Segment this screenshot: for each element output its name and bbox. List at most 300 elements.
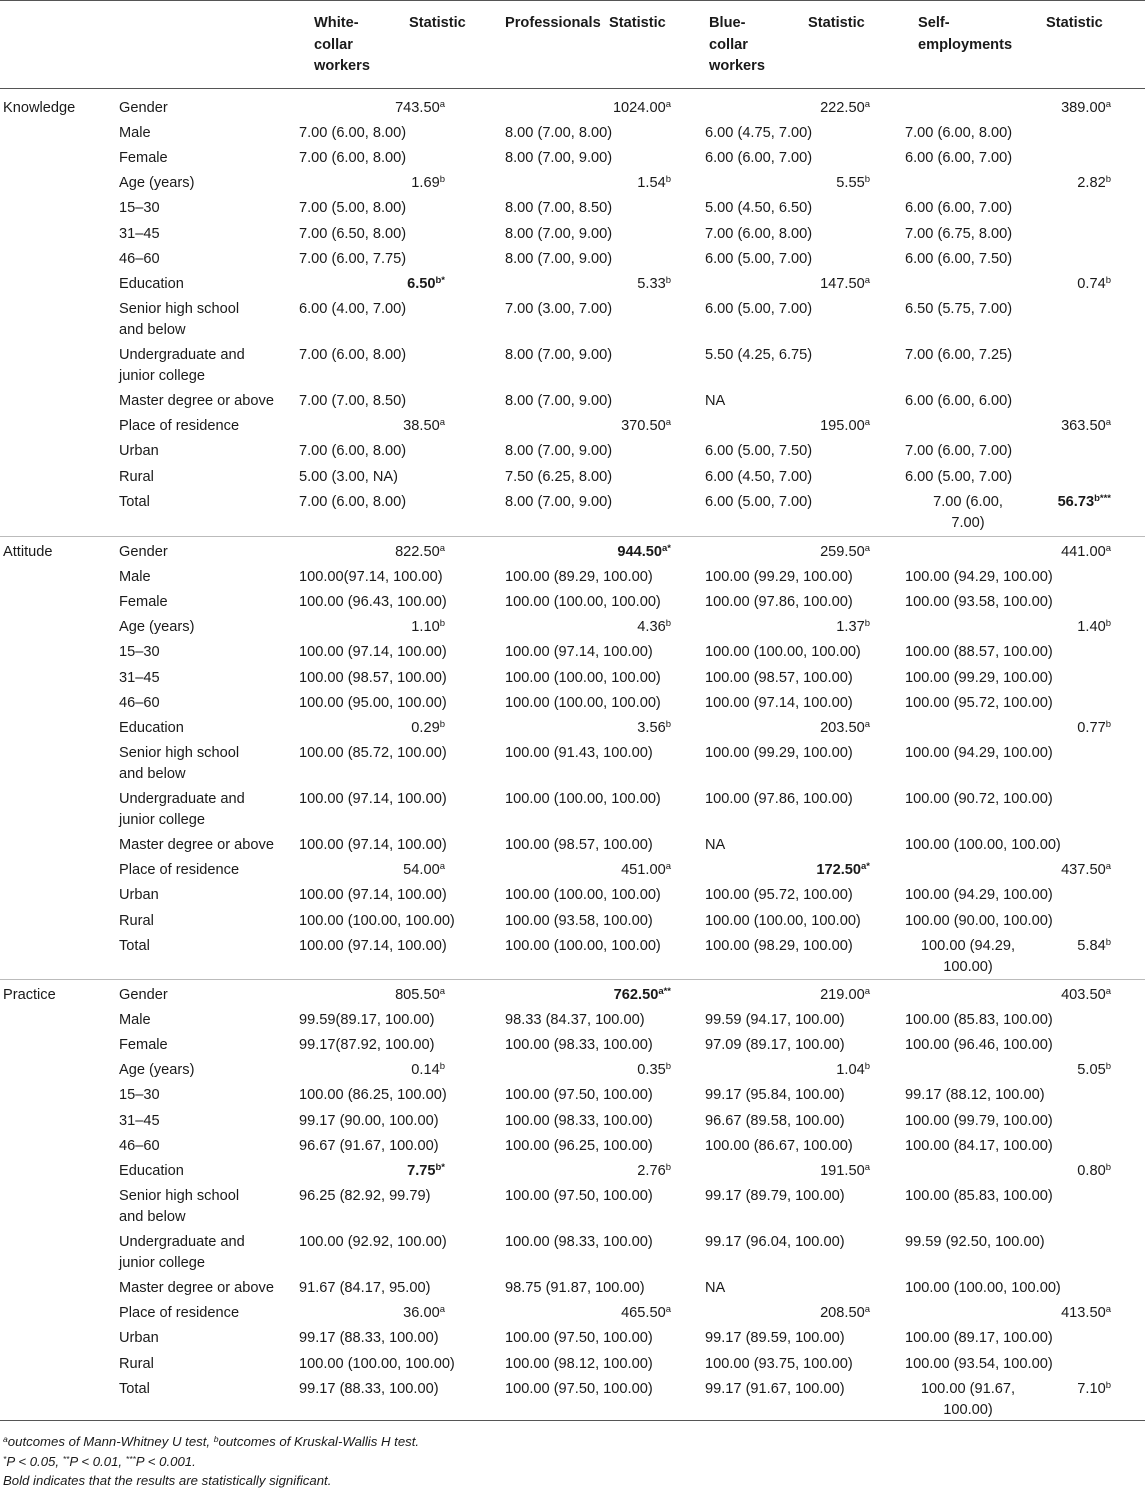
value-cell: 100.00 (86.67, 100.00) [705,1137,853,1154]
statistic-cell [531,1303,671,1324]
value-cell: 96.67 (91.67, 100.00) [299,1137,439,1154]
statistic-value: 6.50 [407,275,436,292]
statistic-value: 147.50 [820,275,865,292]
statistic-value: 222.50 [820,100,865,116]
section-divider [0,979,1145,980]
value-cell: 100.00 (100.00, 100.00) [505,791,661,807]
value-cell: 7.00 (6.00, 8.00) [299,150,407,167]
statistic-value: 5.84 [1077,937,1106,954]
value-cell: 100.00 (100.00, 100.00) [905,1280,1061,1297]
value-cell: 100.00 (100.00, 100.00) [505,669,661,686]
footnote-bold-note: Bold indicates that the results are statistically significant. [3,1473,332,1488]
statistic-cell [305,1161,445,1182]
value-cell: 6.00 (4.75, 7.00) [705,125,813,142]
statistic-value: 5.55 [836,175,865,192]
statistic-value: 805.50 [395,987,440,1003]
value-cell: NA [705,1280,726,1297]
row-label: 31–45 [119,1112,160,1129]
row-label: Master degree or above [119,837,274,854]
statistic-superscript: a [864,718,870,730]
statistic-superscript: b [1105,1061,1111,1073]
value-cell: 8.00 (7.00, 8.00) [505,125,613,142]
row-label: Age (years) [119,1062,195,1079]
value-cell: 100.00 (96.46, 100.00) [905,1037,1053,1054]
value-cell: 100.00 (97.50, 100.00) [505,1380,653,1397]
statistic-superscript: a [1105,543,1111,554]
statistic-value: 195.00 [820,418,865,435]
value-cell: 100.00 (100.00, 100.00) [299,912,455,929]
value-cell: 100.00 (97.14, 100.00) [505,644,653,661]
value-cell: 100.00 (100.00, 100.00) [505,887,661,904]
value-cell: 100.00 (100.00, 100.00) [705,912,861,929]
statistic-superscript: a [665,1304,671,1316]
statistic-superscript: b [1105,174,1111,186]
statistic-cell [730,98,870,119]
value-cell: 6.00 (5.00, 7.00) [905,468,1013,485]
row-label: Gender [119,987,168,1003]
value-cell: 100.00 (99.79, 100.00) [905,1112,1053,1129]
statistic-value: 363.50 [1061,418,1106,435]
statistic-value: 0.77 [1077,719,1106,736]
statistic-cell [531,98,671,119]
statistic-value: 7.75 [407,1162,436,1179]
value-cell: 100.00 (88.57, 100.00) [905,644,1053,661]
header-blue-collar: Blue- collar workers [709,15,765,74]
statistic-value: 172.50 [816,862,862,879]
statistic-value: 36.00 [403,1305,440,1322]
statistic-superscript: a [665,861,671,873]
value-cell: 98.33 (84.37, 100.00) [505,1012,645,1029]
statistic-superscript: a [439,986,445,997]
value-cell: 100.00 (93.58, 100.00) [905,594,1053,611]
value-cell: 100.00 (99.29, 100.00) [705,569,853,586]
row-label: Rural [119,468,154,485]
row-label: 15–30 [119,644,160,661]
value-cell: 100.00 (99.29, 100.00) [905,669,1053,686]
section-label: Knowledge [3,100,76,116]
header-statistic-2: Statistic [609,15,666,31]
value-cell: 6.00 (6.00, 7.50) [905,250,1013,267]
value-cell: 99.17 (90.00, 100.00) [299,1112,439,1129]
header-statistic-4: Statistic [1046,15,1103,31]
statistic-cell [730,718,870,739]
statistic-superscript: a [864,1161,870,1173]
row-label: Undergraduate and junior college [119,347,245,384]
row-label: Total [119,493,150,510]
row-label: Gender [119,100,168,116]
row-label: Male [119,569,151,586]
statistic-cell [305,98,445,119]
row-label: Undergraduate and junior college [119,1234,245,1271]
statistic-value: 413.50 [1061,1305,1106,1322]
value-cell: 7.00 (6.00, 8.00) [299,125,407,142]
value-cell: 100.00 (97.50, 100.00) [505,1087,653,1104]
value-cell: 100.00 (89.29, 100.00) [505,569,653,586]
header-self-employments: Self- employments [918,15,1013,53]
statistic-value: 0.14 [411,1062,440,1079]
row-label: Senior high school and below [119,300,240,338]
statistic-value: 370.50 [621,418,666,435]
footnote-significance: *P < 0.05, **P < 0.01, ***P < 0.001. [3,1454,196,1469]
value-cell: 99.59 (94.17, 100.00) [705,1012,845,1029]
statistic-value: 1.10 [411,619,440,636]
table-top-rule [0,0,1145,1]
value-cell: 100.00 (98.12, 100.00) [505,1355,653,1372]
statistic-value: 944.50 [617,544,663,560]
value-cell: 100.00 (93.54, 100.00) [905,1355,1053,1372]
value-cell: 96.67 (89.58, 100.00) [705,1112,845,1129]
value-cell: 6.00 (6.00, 6.00) [905,393,1013,410]
statistic-cell [971,1303,1111,1324]
statistic-superscript: a [1105,861,1111,873]
statistic-superscript: b [439,174,445,186]
statistic-cell [531,542,671,563]
value-cell: NA [705,837,726,854]
statistic-value: 437.50 [1061,862,1106,879]
value-cell: 7.00 (7.00, 8.50) [299,393,407,410]
statistic-value: 259.50 [820,544,865,560]
statistic-cell [730,173,870,194]
value-cell: 7.00 (6.00, 7.75) [299,250,407,267]
statistic-cell [531,617,671,638]
statistic-value: 2.82 [1077,175,1106,192]
value-cell: 100.00 (97.14, 100.00) [705,694,853,711]
statistic-cell [971,274,1111,295]
value-cell: 6.00 (5.00, 7.00) [705,493,813,510]
statistic-value: 56.73 [1057,493,1095,510]
section-label: Attitude [3,544,53,560]
statistic-superscript: b [864,618,870,630]
row-label: Senior high school and below [119,744,240,782]
statistic-superscript: a** [658,986,671,997]
statistic-cell [305,1303,445,1324]
statistic-cell [531,416,671,437]
statistic-cell [531,173,671,194]
value-cell: 100.00 (91.43, 100.00) [505,744,653,761]
statistic-superscript: b [665,618,671,630]
statistic-value: 5.33 [637,275,666,292]
statistic-cell [971,1060,1111,1081]
row-label: Place of residence [119,418,240,435]
statistic-superscript: a [864,1304,870,1316]
row-label: Age (years) [119,175,195,192]
value-cell: 8.00 (7.00, 9.00) [505,225,613,242]
value-cell: 99.17(87.92, 100.00) [299,1037,435,1054]
statistic-superscript: a [665,99,671,110]
value-cell: 100.00 (100.00, 100.00) [505,937,661,954]
row-label: 31–45 [119,225,160,242]
value-cell: 100.00 (89.17, 100.00) [905,1330,1053,1347]
statistic-superscript: b [1105,274,1111,286]
statistic-superscript: a [439,861,445,873]
statistic-superscript: b*** [1094,492,1111,504]
value-cell: 7.00 (3.00, 7.00) [505,300,613,317]
value-cell: 100.00 (97.14, 100.00) [299,937,447,954]
value-cell: 100.00 (85.83, 100.00) [905,1187,1053,1204]
value-cell: 8.00 (7.00, 9.00) [505,347,613,363]
statistic-value: 7.10 [1077,1380,1106,1397]
value-cell: 100.00 (85.83, 100.00) [905,1012,1053,1029]
value-cell: 100.00 (91.67, 100.00) [920,1380,1016,1418]
statistic-value: 219.00 [820,987,865,1003]
value-cell: 100.00 (85.72, 100.00) [299,744,447,761]
row-label: Education [119,275,184,292]
statistic-cell [305,985,445,1006]
value-cell: 100.00 (98.33, 100.00) [505,1112,653,1129]
value-cell: 8.00 (7.00, 9.00) [505,493,613,510]
value-cell: 100.00 (96.43, 100.00) [299,594,447,611]
statistic-cell [971,617,1111,638]
statistic-cell [971,98,1111,119]
value-cell: 6.00 (5.00, 7.50) [705,443,813,460]
value-cell: 99.17 (95.84, 100.00) [705,1087,845,1104]
value-cell: 100.00 (86.25, 100.00) [299,1087,447,1104]
value-cell: 100.00 (100.00, 100.00) [905,837,1061,854]
total-statistic-cell [971,492,1111,513]
statistic-superscript: a [864,986,870,997]
value-cell: 6.00 (6.00, 7.00) [905,200,1013,217]
footnote-tests: $^a$outcomes of Mann-Whitney U test, $^b$outcomes of Kruskal-Wallis H test. [3,1434,420,1449]
value-cell: 7.00 (6.00, 8.00) [905,125,1013,142]
header-statistic-3: Statistic [808,15,865,31]
statistic-superscript: b [864,1061,870,1073]
statistic-superscript: b [439,718,445,730]
value-cell: 100.00 (94.29, 100.00) [905,887,1053,904]
row-label: Master degree or above [119,393,274,410]
statistic-superscript: b [864,174,870,186]
statistic-value: 208.50 [820,1305,865,1322]
statistic-superscript: a [1105,1304,1111,1316]
value-cell: 100.00 (90.00, 100.00) [905,912,1053,929]
row-label: Place of residence [119,1305,240,1322]
statistic-value: 1.04 [836,1062,865,1079]
row-label: Female [119,594,168,611]
value-cell: 100.00 (93.75, 100.00) [705,1355,853,1372]
header-statistic-1: Statistic [409,15,466,31]
value-cell: 99.17 (88.33, 100.00) [299,1380,439,1397]
statistic-superscript: b [665,1061,671,1073]
value-cell: 97.09 (89.17, 100.00) [705,1037,845,1054]
header-professionals: Professionals [505,15,601,31]
value-cell: 100.00 (100.00, 100.00) [299,1355,455,1372]
statistic-value: 1.40 [1077,619,1106,636]
value-cell: 6.00 (6.00, 7.00) [705,150,813,167]
statistic-superscript: b [1105,718,1111,730]
total-statistic-cell [971,936,1111,957]
value-cell: 100.00 (94.29, 100.00) [920,937,1016,975]
value-cell: 98.75 (91.87, 100.00) [505,1280,645,1297]
statistic-superscript: b [1105,1379,1111,1391]
statistic-superscript: b [665,174,671,186]
row-label: Senior high school and below [119,1187,240,1225]
value-cell: 100.00 (94.29, 100.00) [905,569,1053,586]
statistic-value: 3.56 [637,719,666,736]
statistic-cell [971,860,1111,881]
statistic-superscript: a [864,543,870,554]
value-cell: 6.00 (4.50, 7.00) [705,468,813,485]
value-cell: 96.25 (82.92, 99.79) [299,1187,431,1204]
statistic-value: 465.50 [621,1305,666,1322]
value-cell: 6.00 (5.00, 7.00) [705,250,813,267]
value-cell: 5.00 (3.00, NA) [299,468,398,485]
value-cell: 100.00 (100.00, 100.00) [505,594,661,611]
value-cell: 8.00 (7.00, 9.00) [505,250,613,267]
value-cell: 91.67 (84.17, 95.00) [299,1280,431,1297]
row-label: Gender [119,544,168,560]
statistic-cell [531,718,671,739]
statistic-cell [305,274,445,295]
value-cell: 8.00 (7.00, 9.00) [505,443,613,460]
statistic-cell [971,718,1111,739]
value-cell: 100.00 (98.57, 100.00) [705,669,853,686]
statistic-superscript: b [1105,1161,1111,1173]
statistic-value: 54.00 [403,862,440,879]
statistic-cell [531,274,671,295]
row-label: Total [119,1380,150,1397]
value-cell: 7.00 (6.00, 8.00) [299,493,407,510]
row-label: Education [119,1162,184,1179]
statistic-superscript: a [1105,986,1111,997]
statistic-cell [531,1161,671,1182]
statistic-cell [531,985,671,1006]
statistic-superscript: b [665,718,671,730]
statistic-cell [730,542,870,563]
value-cell: 100.00 (98.57, 100.00) [299,669,447,686]
statistic-value: 0.74 [1077,275,1106,292]
value-cell: 99.17 (91.67, 100.00) [705,1380,845,1397]
statistic-cell [730,617,870,638]
row-label: Rural [119,1355,154,1372]
statistic-value: 1.69 [411,175,440,192]
value-cell: 100.00 (99.29, 100.00) [705,744,853,761]
row-label: Male [119,1012,151,1029]
value-cell: 100.00 (95.72, 100.00) [905,694,1053,711]
statistic-superscript: a [1105,417,1111,429]
statistic-superscript: b [1105,618,1111,630]
row-label: Undergraduate and junior college [119,791,245,828]
statistic-value: 0.29 [411,719,440,736]
row-label: Urban [119,443,159,460]
value-cell: 100.00 (97.14, 100.00) [299,837,447,854]
table-bottom-rule [0,1420,1145,1421]
statistic-cell [730,1060,870,1081]
value-cell: 100.00 (97.86, 100.00) [705,594,853,611]
statistic-value: 0.35 [637,1062,666,1079]
value-cell: 7.00 (6.00, 7.25) [905,347,1013,363]
statistic-cell [305,416,445,437]
statistic-value: 822.50 [395,544,440,560]
statistic-value: 38.50 [403,418,440,435]
value-cell: 99.17 (96.04, 100.00) [705,1234,845,1250]
value-cell: 7.00 (6.50, 8.00) [299,225,407,242]
statistic-cell [971,542,1111,563]
value-cell: 6.00 (4.00, 7.00) [299,300,407,317]
statistic-value: 441.00 [1061,544,1106,560]
statistic-cell [971,416,1111,437]
row-label: 46–60 [119,694,160,711]
value-cell: 99.17 (89.59, 100.00) [705,1330,845,1347]
value-cell: 7.50 (6.25, 8.00) [505,468,613,485]
statistic-superscript: a [439,99,445,110]
statistic-cell [730,1161,870,1182]
statistic-superscript: a [439,417,445,429]
statistic-superscript: b* [435,1161,445,1173]
statistic-superscript: a* [861,861,870,873]
statistic-cell [971,1161,1111,1182]
statistic-superscript: b* [435,274,445,286]
statistic-cell [730,860,870,881]
value-cell: 100.00 (95.00, 100.00) [299,694,447,711]
statistic-value: 451.00 [621,862,666,879]
value-cell: 100.00 (98.33, 100.00) [505,1037,653,1054]
value-cell: 7.00 (6.00, 7.00) [905,443,1013,460]
row-label: Place of residence [119,862,240,879]
statistic-superscript: b [665,274,671,286]
statistic-cell [305,617,445,638]
row-label: Age (years) [119,619,195,636]
value-cell: 100.00 (92.92, 100.00) [299,1234,447,1250]
value-cell: 100.00 (93.58, 100.00) [505,912,653,929]
value-cell: 99.17 (89.79, 100.00) [705,1187,845,1204]
statistic-superscript: a [864,99,870,110]
value-cell: 8.00 (7.00, 9.00) [505,150,613,167]
value-cell: 100.00 (97.14, 100.00) [299,887,447,904]
statistic-cell [305,1060,445,1081]
row-label: Urban [119,887,159,904]
statistic-value: 4.36 [637,619,666,636]
value-cell: 100.00 (90.72, 100.00) [905,791,1053,807]
value-cell: 100.00(97.14, 100.00) [299,569,443,586]
value-cell: 100.00 (97.50, 100.00) [505,1187,653,1204]
statistic-superscript: b [1105,936,1111,948]
value-cell: 5.00 (4.50, 6.50) [705,200,813,217]
statistic-value: 743.50 [395,100,440,116]
value-cell: 8.00 (7.00, 9.00) [505,393,613,410]
statistic-superscript: a [864,274,870,286]
statistic-value: 1.37 [836,619,865,636]
row-label: 46–60 [119,250,160,267]
value-cell: 99.59 (92.50, 100.00) [905,1234,1045,1250]
statistic-value: 1.54 [637,175,666,192]
statistic-cell [531,860,671,881]
statistic-cell [730,274,870,295]
value-cell: 100.00 (97.50, 100.00) [505,1330,653,1347]
statistic-superscript: b [439,618,445,630]
value-cell: 7.00 (5.00, 8.00) [299,200,407,217]
value-cell: 100.00 (98.29, 100.00) [705,937,853,954]
section-divider [0,536,1145,537]
statistic-superscript: a [439,1304,445,1316]
value-cell: 6.00 (5.00, 7.00) [705,300,813,317]
row-label: 15–30 [119,200,160,217]
value-cell: 100.00 (100.00, 100.00) [705,644,861,661]
statistic-superscript: a [665,417,671,429]
value-cell: 7.00 (6.00, 8.00) [299,443,407,460]
statistic-cell [730,416,870,437]
statistic-cell [305,860,445,881]
statistic-superscript: a [1105,99,1111,110]
statistic-value: 5.05 [1077,1062,1106,1079]
value-cell: 5.50 (4.25, 6.75) [705,347,813,363]
value-cell: 100.00 (95.72, 100.00) [705,887,853,904]
row-label: Urban [119,1330,159,1347]
value-cell: 100.00 (94.29, 100.00) [905,744,1053,761]
statistic-cell [971,173,1111,194]
row-label: Rural [119,912,154,929]
row-label: Education [119,719,184,736]
value-cell: 8.00 (7.00, 8.50) [505,200,613,217]
value-cell: 6.50 (5.75, 7.00) [905,300,1013,317]
